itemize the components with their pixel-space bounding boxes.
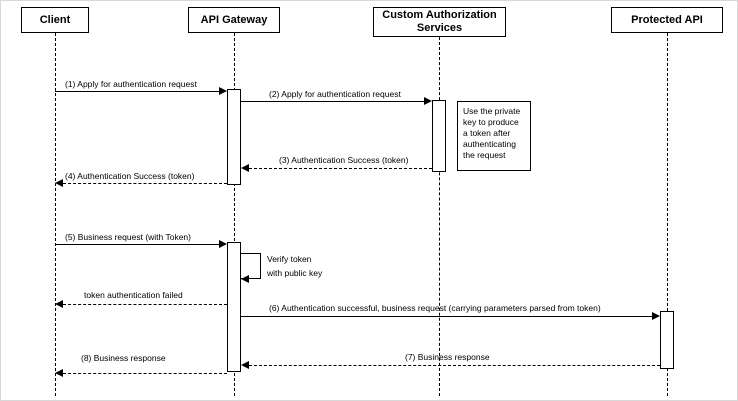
participant-label: API Gateway [200, 13, 268, 26]
message-line-3 [249, 168, 432, 169]
activation-api-gateway-business [227, 242, 241, 372]
message-label-3: (3) Authentication Success (token) [279, 155, 409, 165]
self-message-arrowhead [241, 275, 249, 283]
message-label-7: (7) Business response [405, 352, 490, 362]
message-label-8: (8) Business response [81, 353, 166, 363]
message-line-8 [63, 373, 227, 374]
message-label-2: (2) Apply for authentication request [269, 89, 401, 99]
participant-label: Custom Authorization Services [382, 9, 497, 34]
message-line-1 [55, 91, 219, 92]
lifeline-client [55, 33, 56, 396]
message-line-7 [249, 365, 660, 366]
self-message-label-line1: Verify token [267, 254, 312, 264]
message-arrowhead-7 [241, 361, 249, 369]
message-line-4 [63, 183, 227, 184]
participant-label: Protected API [631, 13, 703, 26]
message-arrowhead-5 [219, 240, 227, 248]
participant-protected-api [611, 7, 723, 33]
message-arrowhead-6 [652, 312, 660, 320]
message-label-4: (4) Authentication Success (token) [65, 171, 195, 181]
message-arrowhead-3 [241, 164, 249, 172]
participant-custom-authorization-services [373, 7, 506, 37]
message-arrowhead-8 [55, 369, 63, 377]
message-label-5: (5) Business request (with Token) [65, 232, 191, 242]
note-text: Use the private key to produce a token after authenticating the request [463, 106, 521, 161]
lifeline-custom-auth [439, 37, 440, 396]
activation-custom-auth [432, 100, 446, 172]
participant-api-gateway [188, 7, 280, 33]
message-line-5 [55, 244, 219, 245]
message-arrowhead-4 [55, 179, 63, 187]
message-label-token-failed: token authentication failed [84, 290, 183, 300]
participant-client [21, 7, 89, 33]
message-label-6: (6) Authentication successful, business request (carrying parameters parsed from token) [269, 303, 601, 313]
self-message-label-line2: with public key [267, 268, 323, 278]
activation-protected-api [660, 311, 674, 369]
message-line-2 [241, 101, 424, 102]
note-private-key [457, 101, 531, 171]
participant-label: Client [39, 13, 71, 26]
activation-api-gateway-auth [227, 89, 241, 185]
message-line-token-failed [63, 304, 227, 305]
message-arrowhead-token-failed [55, 300, 63, 308]
message-arrowhead-2 [424, 97, 432, 105]
message-label-1: (1) Apply for authentication request [65, 79, 197, 89]
message-line-6 [241, 316, 652, 317]
message-arrowhead-1 [219, 87, 227, 95]
